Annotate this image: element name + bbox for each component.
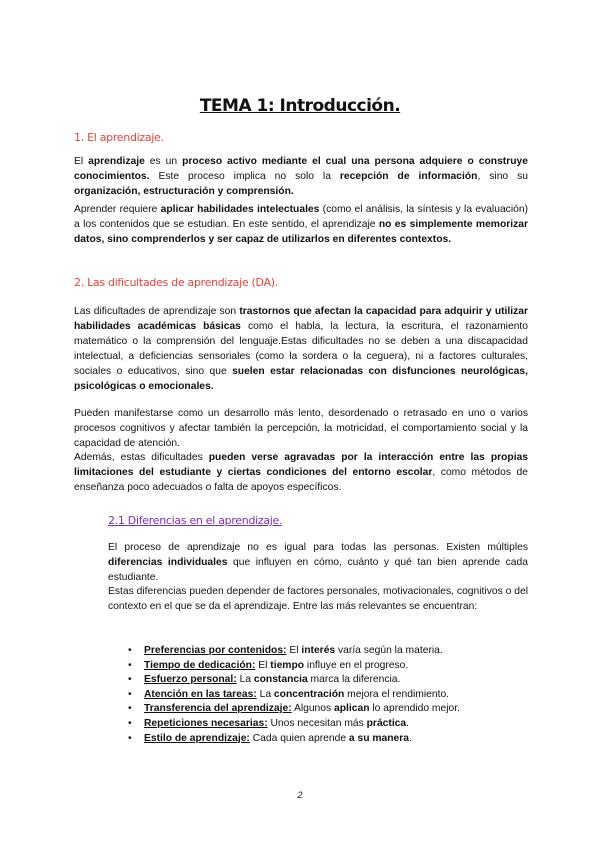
- differences-list: [108, 644, 528, 746]
- list-item: • Transferencia del aprendizaje: Algunos aplican lo aprendido mejor.: [108, 702, 528, 717]
- bullet-icon: •: [128, 645, 132, 656]
- bullet-icon: •: [128, 717, 132, 729]
- paragraph-diferencias-individuales: El proceso de aprendizaje no es igual para todas las personas. Existen múltiples diferencias individuales que influyen en cómo, cuánto y qué tan bien aprende cada estudiante.: [108, 542, 528, 583]
- list-item: • Atención en las tareas: La concentración mejora el rendimiento.: [108, 688, 528, 703]
- bullet-icon: •: [128, 674, 132, 686]
- section-heading-aprendizaje: 1. El aprendizaje.: [74, 131, 164, 144]
- bullet-icon: •: [128, 703, 132, 715]
- bullet-icon: •: [128, 732, 132, 744]
- section-heading-dificultades: 2. Las dificultades de aprendizaje (DA).: [74, 276, 278, 289]
- paragraph-aprender-requiere: Aprender requiere aplicar habilidades intelectuales (como el análisis, la síntesis y la evaluación) a los contenidos que se estudian. En este sentido, el aprendizaje no es simplemente memorizar datos, sino comprenderlos y ser capaz de utilizarlos en diferentes contextos.: [74, 204, 528, 245]
- list-item: • Preferencias por contenidos: El interés varía según la materia.: [108, 644, 528, 659]
- paragraph-aprendizaje-definicion: El aprendizaje es un proceso activo mediante el cual una persona adquiere o construye conocimientos. Este proceso implica no solo la recepción de información, sino su organización, estructuración y comprensión.: [74, 156, 528, 197]
- list-item: • Esfuerzo personal: La constancia marca la diferencia.: [108, 673, 528, 688]
- page-number: 2: [297, 790, 303, 800]
- subsection-heading-diferencias: 2.1 Diferencias en el aprendizaje.: [108, 514, 283, 527]
- paragraph-factores: Estas diferencias pueden depender de factores personales, motivacionales, cognitivos o del contexto en el que se da el aprendizaje. Entre las más relevantes se encuentran:: [108, 586, 528, 612]
- paragraph-agravantes: Además, estas dificultades pueden verse agravadas por la interacción entre las propias limitaciones del estudiante y ciertas condiciones del entorno escolar, como métodos de enseñanza poco adecuados o falta de apoyos específicos.: [74, 452, 529, 493]
- page-title: TEMA 1: Introducción.: [199, 96, 401, 116]
- paragraph-dificultades-definicion: Las dificultades de aprendizaje son trastornos que afectan la capacidad para adquirir y utilizar habilidades académicas básicas como el habla, la lectura, la escritura, el razonamiento matemático o la comprensión del lenguaje.Estas dificultades no se deben a una discapacidad intelectual, a deficiencias sensoriales (como la sordera o la ceguera), ni a factores culturales, sociales o educativos, sino que suelen estar relacionadas con disfunciones neurológicas, psicológicas o emocionales.: [74, 306, 529, 392]
- list-item: • Repeticiones necesarias: Unos necesitan más práctica.: [108, 717, 528, 732]
- bullet-icon: •: [128, 688, 132, 700]
- list-item: • Estilo de aprendizaje: Cada quien aprende a su manera.: [108, 732, 528, 747]
- paragraph-manifestaciones: Pueden manifestarse como un desarrollo más lento, desordenado o retrasado en uno o varios procesos cognitivos y afectar también la percepción, la motricidad, el comportamiento social y la capacidad de atención.: [74, 408, 528, 449]
- list-item: • Tiempo de dedicación: El tiempo influye en el progreso.: [108, 659, 528, 674]
- bullet-icon: •: [128, 659, 132, 671]
